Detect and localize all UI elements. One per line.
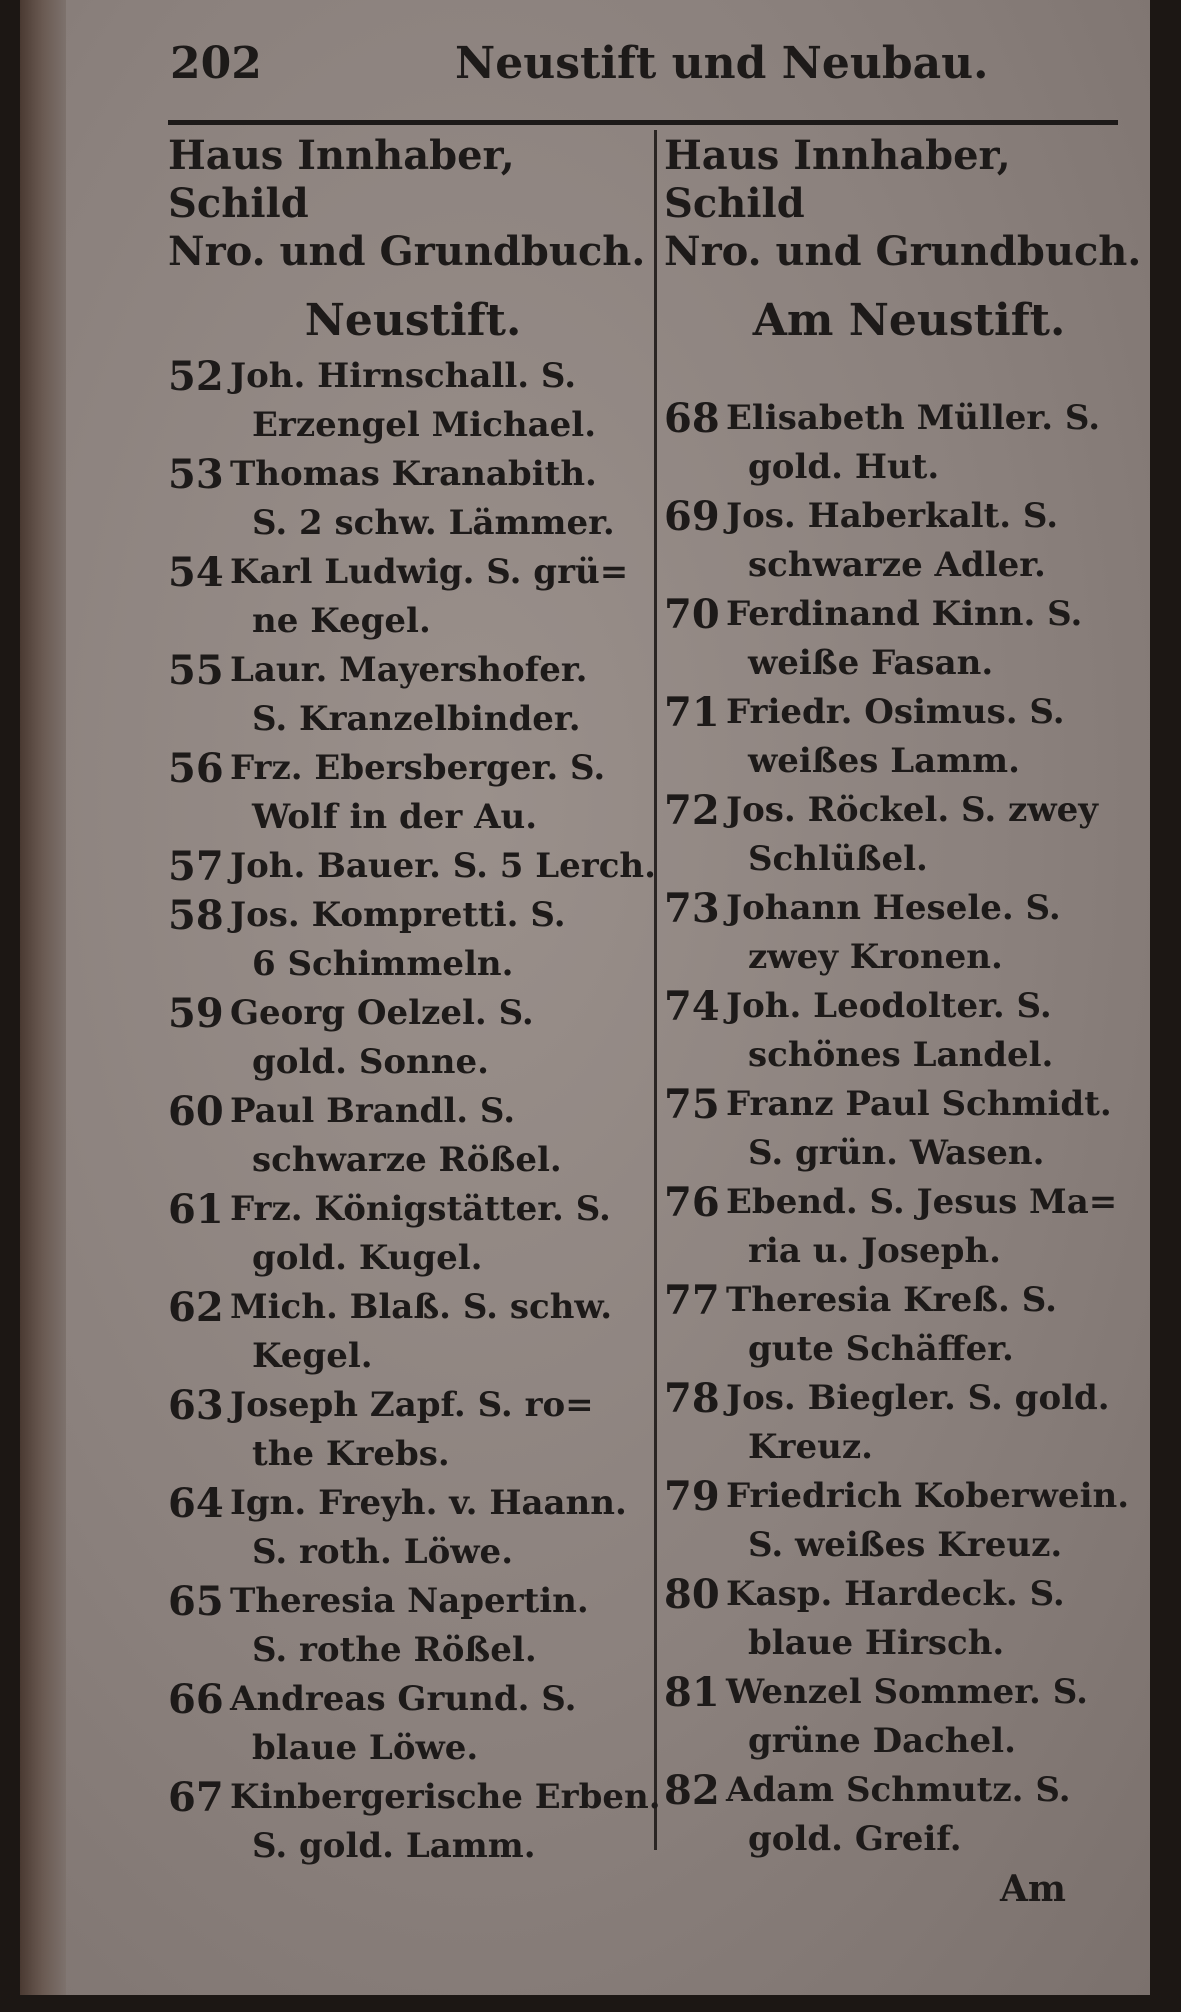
house-entry: [664, 1080, 1154, 1178]
entry-line-1: Laur. Mayershofer.: [230, 650, 588, 690]
entry-text: [726, 1668, 1154, 1766]
entry-text: [230, 1283, 658, 1381]
entry-text: [230, 842, 658, 891]
house-number: 61: [168, 1186, 224, 1233]
entry-line-2: gold. Greif.: [748, 1819, 962, 1859]
house-entry: [168, 1185, 658, 1283]
house-entry: [168, 1087, 658, 1185]
house-number: 66: [168, 1676, 224, 1723]
entry-line-2: S. roth. Löwe.: [252, 1532, 514, 1572]
house-entry: [664, 982, 1154, 1080]
house-entry: [664, 1570, 1154, 1668]
left-section-title: Neustift.: [304, 295, 522, 346]
entry-line-2: Erzengel Michael.: [252, 405, 597, 445]
entry-line-2: S. weißes Kreuz.: [748, 1525, 1063, 1565]
entry-line-2: schwarze Rößel.: [252, 1140, 562, 1180]
house-entry: [168, 1283, 658, 1381]
entry-line-1: Jos. Röckel. S. zwey: [726, 790, 1098, 830]
entry-line-1: Franz Paul Schmidt.: [726, 1084, 1112, 1124]
house-number: 73: [664, 885, 720, 932]
house-entry: [168, 989, 658, 1087]
house-entry: [168, 450, 658, 548]
entry-text: [230, 1381, 658, 1479]
entry-line-1: Joh. Bauer. S. 5 Lerch.: [230, 846, 656, 886]
entry-line-1: Frz. Königstätter. S.: [230, 1189, 611, 1229]
entry-line-2: weißes Lamm.: [748, 741, 1020, 781]
entry-line-1: Paul Brandl. S.: [230, 1091, 516, 1131]
page-header: [170, 38, 1130, 98]
entry-text: [726, 688, 1154, 786]
house-entry: [664, 884, 1154, 982]
entry-line-1: Georg Oelzel. S.: [230, 993, 534, 1033]
entry-line-1: Johann Hesele. S.: [726, 888, 1061, 928]
house-entry: [664, 394, 1154, 492]
entry-line-1: Friedr. Osimus. S.: [726, 692, 1065, 732]
column-header-line1: Haus Innhaber, Schild: [168, 132, 515, 227]
catchword: Am: [1000, 1868, 1067, 1910]
entry-text: [726, 492, 1154, 590]
entry-line-2: weiße Fasan.: [748, 643, 994, 683]
column-header-line2: Nro. und Grundbuch.: [168, 228, 646, 275]
entry-line-1: Jos. Kompretti. S.: [230, 895, 566, 935]
entry-text: [726, 1374, 1154, 1472]
house-number: 54: [168, 549, 224, 596]
house-number: 62: [168, 1284, 224, 1331]
right-entry-list: [664, 394, 1154, 1864]
left-column: [168, 132, 661, 1871]
house-entry: [664, 1472, 1154, 1570]
entry-line-2: S. rothe Rößel.: [252, 1630, 537, 1670]
entry-text: [230, 1087, 658, 1185]
column-header-line1: Haus Innhaber, Schild: [664, 132, 1011, 227]
entry-line-1: Andreas Grund. S.: [230, 1679, 577, 1719]
house-number: 72: [664, 787, 720, 834]
entry-line-1: Theresia Napertin.: [230, 1581, 589, 1621]
entry-line-1: Wenzel Sommer. S.: [726, 1672, 1088, 1712]
house-entry: [168, 1577, 658, 1675]
house-number: 71: [664, 689, 720, 736]
entry-line-2: gold. Hut.: [748, 447, 940, 487]
entry-text: [726, 1178, 1154, 1276]
left-entry-list: [168, 352, 661, 1871]
house-number: 82: [664, 1767, 720, 1814]
house-number: 58: [168, 892, 224, 939]
entry-line-1: Thomas Kranabith.: [230, 454, 597, 494]
entry-line-2: Kreuz.: [748, 1427, 873, 1467]
house-number: 53: [168, 451, 224, 498]
house-number: 76: [664, 1179, 720, 1226]
book-spine: [20, 0, 66, 1995]
entry-text: [230, 1479, 658, 1577]
house-number: 55: [168, 647, 224, 694]
house-entry: [664, 492, 1154, 590]
house-number: 79: [664, 1473, 720, 1520]
house-entry: [168, 1773, 661, 1871]
house-entry: [664, 1766, 1154, 1864]
entry-line-2: ne Kegel.: [252, 601, 431, 641]
house-number: 70: [664, 591, 720, 638]
house-number: 56: [168, 745, 224, 792]
entry-line-2: S. gold. Lamm.: [252, 1826, 536, 1866]
entry-text: [726, 1570, 1154, 1668]
house-entry: [168, 1381, 658, 1479]
entry-line-2: Kegel.: [252, 1336, 373, 1376]
page-number: 202: [170, 38, 262, 89]
house-number: 77: [664, 1277, 720, 1324]
right-column-header: [664, 132, 1154, 276]
entry-text: [726, 1080, 1154, 1178]
entry-text: [230, 744, 658, 842]
house-number: 75: [664, 1081, 720, 1128]
entry-line-1: Joseph Zapf. S. ro=: [230, 1385, 594, 1425]
running-head: Neustift und Neubau.: [455, 38, 989, 89]
entry-line-1: Adam Schmutz. S.: [726, 1770, 1071, 1810]
entry-text: [230, 352, 658, 450]
house-entry: [664, 590, 1154, 688]
entry-line-2: the Krebs.: [252, 1434, 450, 1474]
house-entry: [664, 1374, 1154, 1472]
entry-line-2: Schlüßel.: [748, 839, 928, 879]
entry-line-2: schönes Landel.: [748, 1035, 1054, 1075]
entry-text: [726, 786, 1154, 884]
house-number: 65: [168, 1578, 224, 1625]
entry-line-1: Karl Ludwig. S. grü=: [230, 552, 629, 592]
entry-line-1: Elisabeth Müller. S.: [726, 398, 1101, 438]
entry-text: [726, 394, 1154, 492]
house-entry: [168, 842, 658, 891]
entry-line-2: zwey Kronen.: [748, 937, 1003, 977]
house-entry: [664, 1178, 1154, 1276]
house-entry: [168, 1479, 658, 1577]
header-rule: [168, 120, 1118, 125]
entry-line-2: gute Schäffer.: [748, 1329, 1014, 1369]
house-number: 74: [664, 983, 720, 1030]
house-entry: [168, 646, 658, 744]
entry-line-1: Ferdinand Kinn. S.: [726, 594, 1083, 634]
house-number: 57: [168, 843, 224, 890]
entry-text: [230, 1675, 658, 1773]
entry-text: [230, 646, 658, 744]
entry-line-1: Joh. Leodolter. S.: [726, 986, 1052, 1026]
entry-line-2: 6 Schimmeln.: [252, 944, 514, 984]
house-entry: [168, 548, 658, 646]
entry-line-2: ria u. Joseph.: [748, 1231, 1001, 1271]
house-number: 68: [664, 395, 720, 442]
house-number: 60: [168, 1088, 224, 1135]
entry-text: [726, 1766, 1154, 1864]
right-column: [664, 132, 1154, 1864]
entry-line-2: blaue Hirsch.: [748, 1623, 1005, 1663]
house-entry: [168, 744, 658, 842]
entry-text: [726, 1472, 1154, 1570]
entry-line-2: blaue Löwe.: [252, 1728, 479, 1768]
house-entry: [664, 688, 1154, 786]
entry-line-1: Theresia Kreß. S.: [726, 1280, 1057, 1320]
entry-line-2: grüne Dachel.: [748, 1721, 1016, 1761]
entry-text: [726, 982, 1154, 1080]
entry-line-2: S. 2 schw. Lämmer.: [252, 503, 615, 543]
entry-text: [230, 450, 658, 548]
entry-line-1: Ign. Freyh. v. Haann.: [230, 1483, 627, 1523]
house-number: 52: [168, 353, 224, 400]
entry-text: [230, 1185, 658, 1283]
house-entry: [664, 786, 1154, 884]
entry-line-1: Kasp. Hardeck. S.: [726, 1574, 1065, 1614]
entry-line-2: S. grün. Wasen.: [748, 1133, 1045, 1173]
entry-line-1: Friedrich Koberwein.: [726, 1476, 1130, 1516]
entry-text: [230, 1773, 661, 1871]
entry-line-1: Joh. Hirnschall. S.: [230, 356, 577, 396]
entry-text: [726, 590, 1154, 688]
house-number: 80: [664, 1571, 720, 1618]
house-entry: [168, 1675, 658, 1773]
house-number: 81: [664, 1669, 720, 1716]
entry-line-1: Jos. Haberkalt. S.: [726, 496, 1059, 536]
left-column-header: [168, 132, 658, 276]
house-number: 63: [168, 1382, 224, 1429]
entry-line-2: gold. Kugel.: [252, 1238, 483, 1278]
column-header-line2: Nro. und Grundbuch.: [664, 228, 1142, 275]
entry-line-1: Ebend. S. Jesus Ma=: [726, 1182, 1118, 1222]
entry-text: [726, 1276, 1154, 1374]
house-number: 78: [664, 1375, 720, 1422]
entry-line-2: Wolf in der Au.: [252, 797, 538, 837]
entry-line-1: Frz. Ebersberger. S.: [230, 748, 606, 788]
entry-line-1: Kinbergerische Erben.: [230, 1777, 661, 1817]
house-number: 64: [168, 1480, 224, 1527]
entry-line-1: Jos. Biegler. S. gold.: [726, 1378, 1110, 1418]
house-entry: [168, 352, 658, 450]
entry-line-2: gold. Sonne.: [252, 1042, 489, 1082]
house-number: 67: [168, 1774, 224, 1821]
entry-line-2: schwarze Adler.: [748, 545, 1046, 585]
house-number: 59: [168, 990, 224, 1037]
right-section-title: Am Neustift.: [752, 295, 1066, 346]
entry-text: [230, 989, 658, 1087]
entry-line-2: S. Kranzelbinder.: [252, 699, 581, 739]
entry-text: [726, 884, 1154, 982]
entry-text: [230, 548, 658, 646]
house-entry: [664, 1276, 1154, 1374]
house-entry: [168, 891, 658, 989]
house-entry: [664, 1668, 1154, 1766]
entry-text: [230, 1577, 658, 1675]
entry-text: [230, 891, 658, 989]
entry-line-1: Mich. Blaß. S. schw.: [230, 1287, 613, 1327]
house-number: 69: [664, 493, 720, 540]
